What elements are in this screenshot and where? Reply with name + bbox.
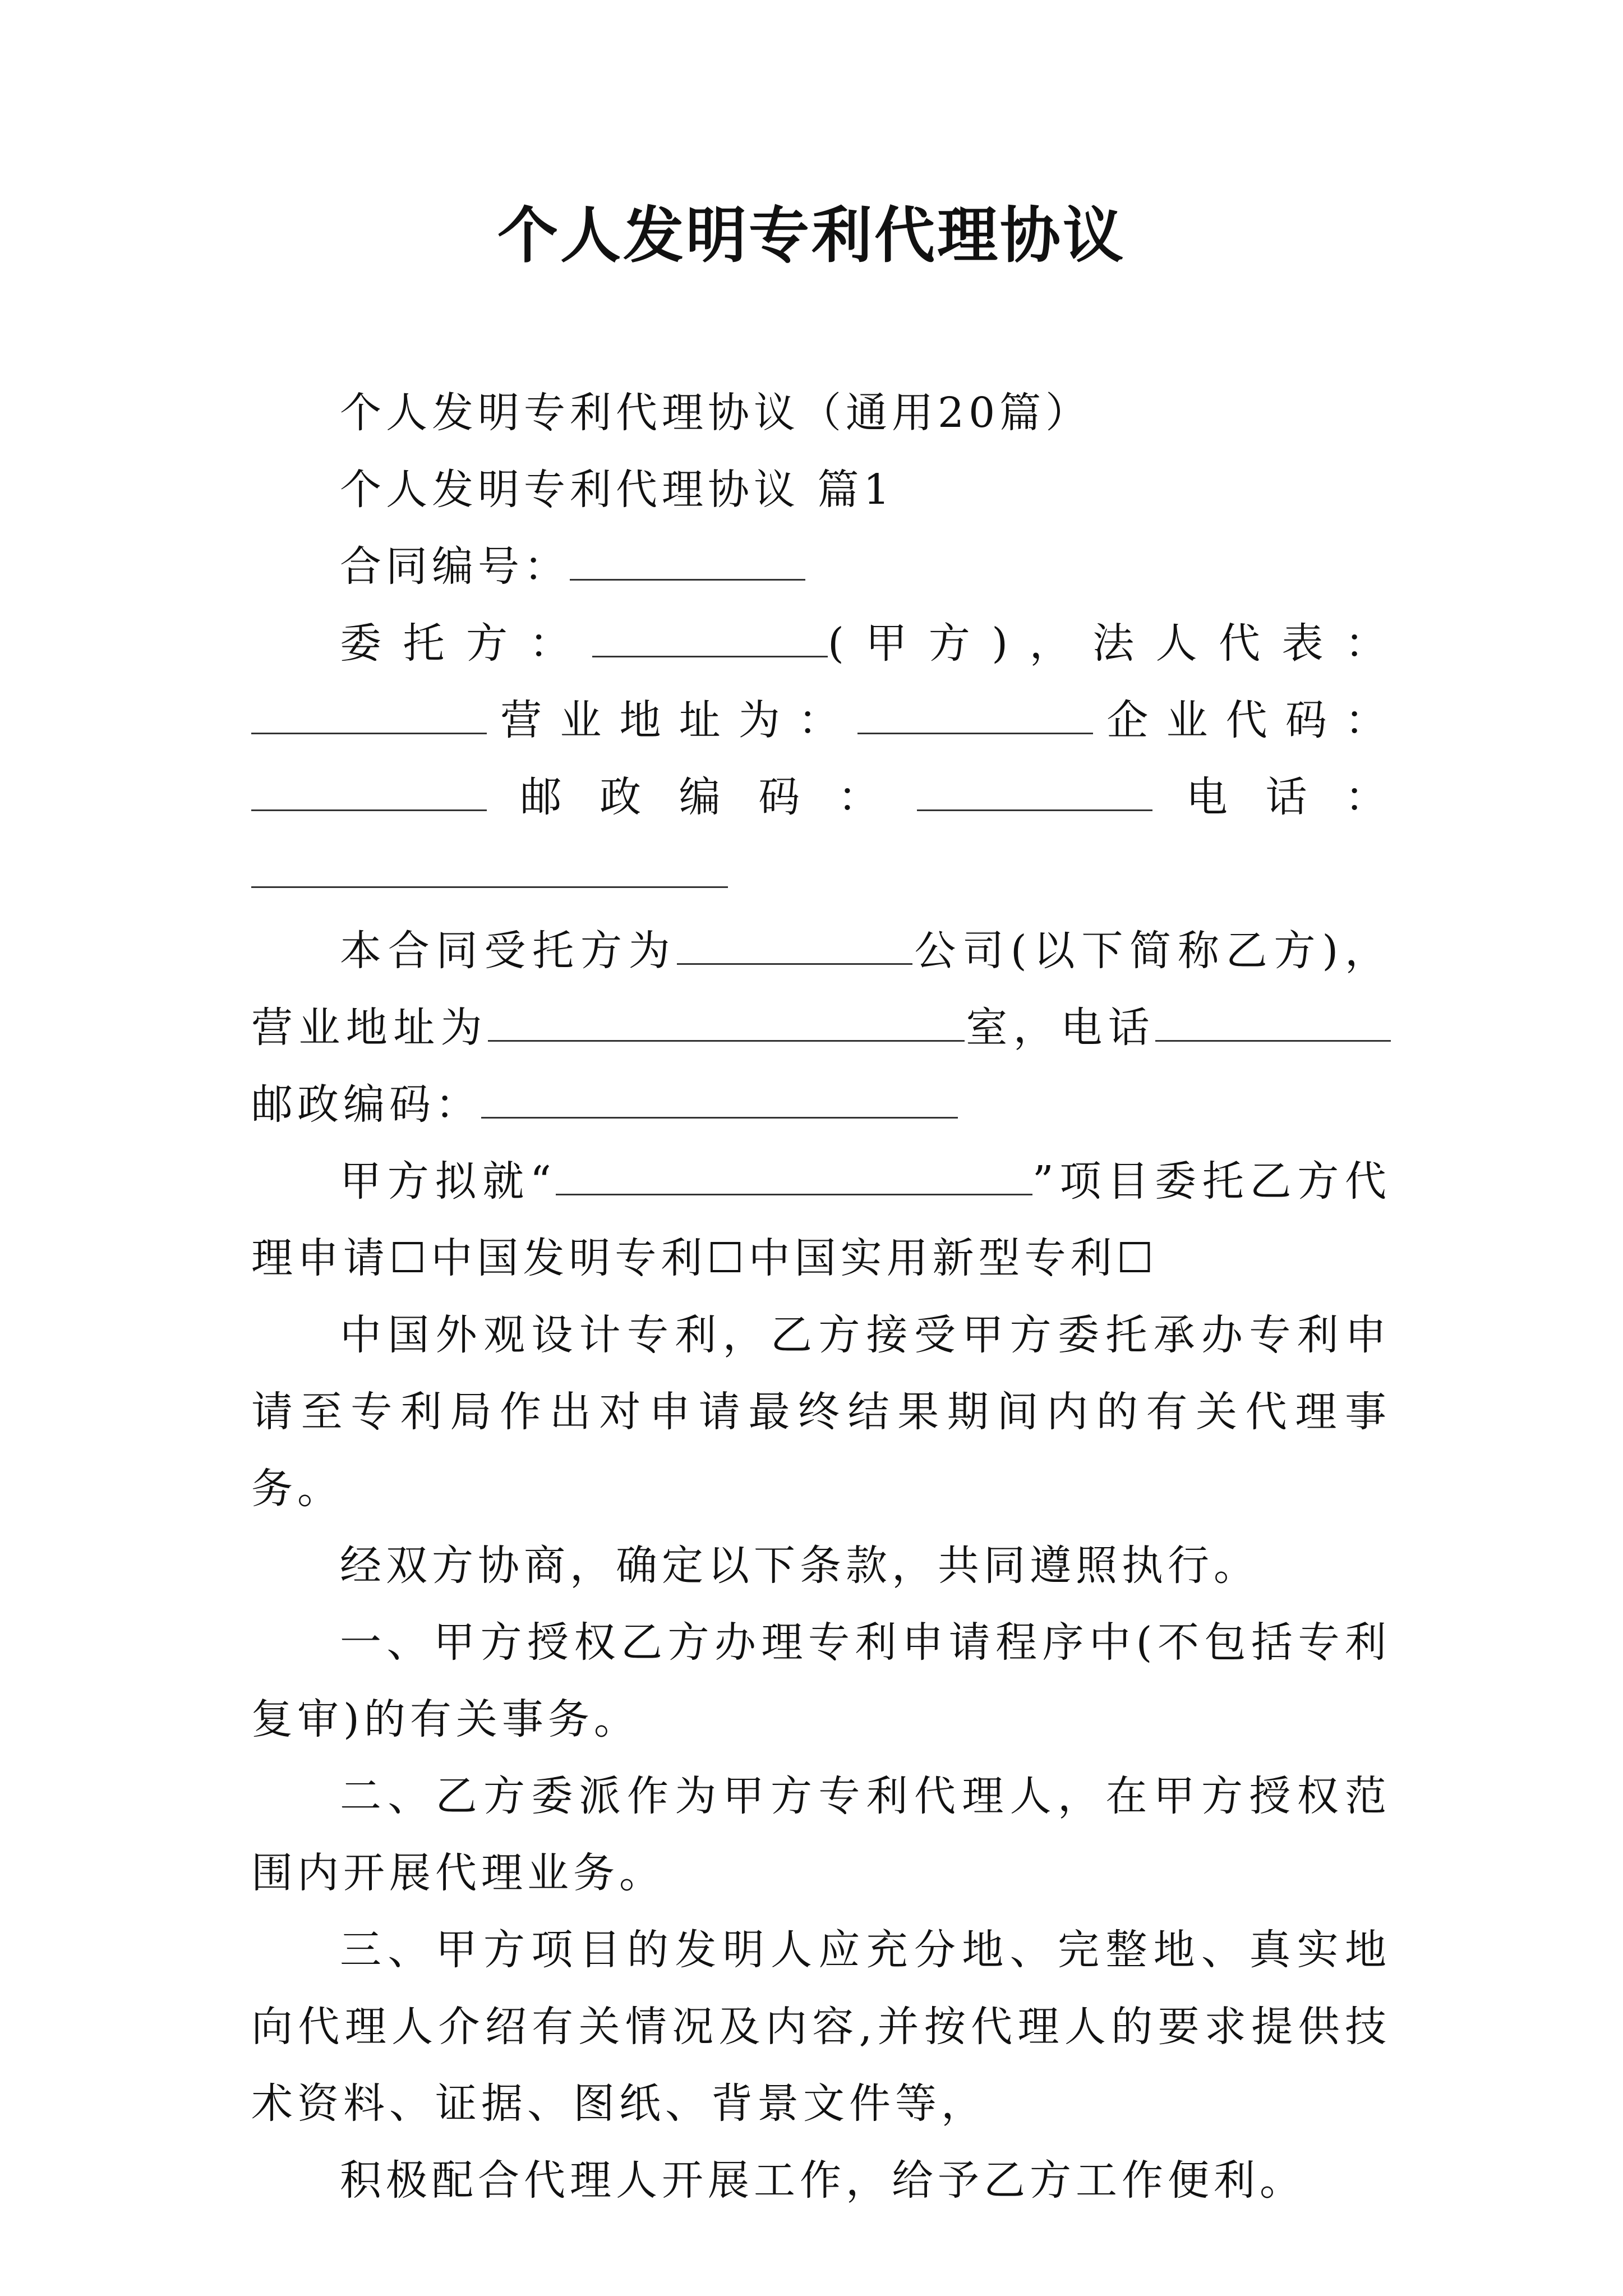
enterprise-code-label: 企业代码： [1093, 696, 1391, 744]
part-heading: 个人发明专利代理协议 篇1 [340, 466, 895, 514]
client-address-blank[interactable] [857, 683, 1093, 734]
agent-postcode-label: 邮政编码： [251, 1080, 481, 1129]
option-utility-model-patent[interactable]: ☐中国实用新型专利☐ [707, 1234, 1159, 1282]
document-title: 个人发明专利代理协议 [497, 200, 1126, 271]
project-intro-suffix: ”项目委托乙方代理申请 [251, 1157, 1391, 1282]
clause-2: 二、乙方委派作为甲方专利代理人，在甲方授权范围内开展代理业务。 [251, 1772, 1391, 1897]
clause-3-continued: 积极配合代理人开展工作，给予乙方工作便利。 [340, 2156, 1306, 2205]
design-patent-paragraph: 中国外观设计专利，乙方接受甲方委托承办专利申请至专利局作出对申请最终结果期间内的有关代理事务。 [251, 1311, 1391, 1513]
agent-company-blank[interactable] [677, 914, 912, 965]
agent-room-label: 室，电话 [965, 1004, 1155, 1052]
client-postcode-label: 邮政编码： [487, 773, 917, 821]
agent-postcode-blank[interactable] [481, 1068, 958, 1119]
clause-1: 一、甲方授权乙方办理专利申请程序中(不包括专利复审)的有关事务。 [251, 1618, 1391, 1743]
agent-intro: 本合同受托方为 [340, 927, 677, 975]
option-invention-patent[interactable]: ☐中国发明专利 [389, 1234, 707, 1282]
document-body [251, 375, 1391, 2219]
contract-number-line [251, 528, 1391, 605]
project-intro: 甲方拟就“ [340, 1157, 556, 1205]
project-paragraph [251, 1143, 1391, 1297]
client-phone-label: 电话： [1152, 773, 1391, 821]
client-paragraph [251, 605, 1391, 913]
agent-intro-suffix: 公司(以下简称乙方)，营业地址为 [251, 927, 1391, 1052]
client-postcode-blank[interactable] [917, 760, 1152, 811]
client-name-blank[interactable] [592, 606, 828, 657]
contract-number-label: 合同编号： [340, 542, 570, 591]
enterprise-code-blank[interactable] [251, 760, 487, 811]
agent-phone-blank[interactable] [1155, 991, 1391, 1042]
legal-representative-blank[interactable] [251, 683, 487, 734]
client-label: 委托方： [340, 619, 592, 668]
contract-number-blank[interactable] [570, 530, 805, 581]
agent-paragraph [251, 913, 1391, 1143]
client-address-label: 营业地址为： [487, 696, 858, 744]
project-name-blank[interactable] [556, 1144, 1032, 1195]
client-phone-blank[interactable] [251, 837, 728, 888]
clause-3: 三、甲方项目的发明人应充分地、完整地、真实地向代理人介绍有关情况及内容,并按代理人的要求提供技术资料、证据、图纸、背景文件等， [251, 1926, 1391, 2128]
document-subtitle: 个人发明专利代理协议（通用20篇） [340, 389, 1092, 437]
agreement-paragraph: 经双方协商，确定以下条款，共同遵照执行。 [340, 1542, 1260, 1590]
client-party-note: (甲方)，法人代表： [827, 619, 1391, 668]
agent-address-blank[interactable] [488, 991, 965, 1042]
